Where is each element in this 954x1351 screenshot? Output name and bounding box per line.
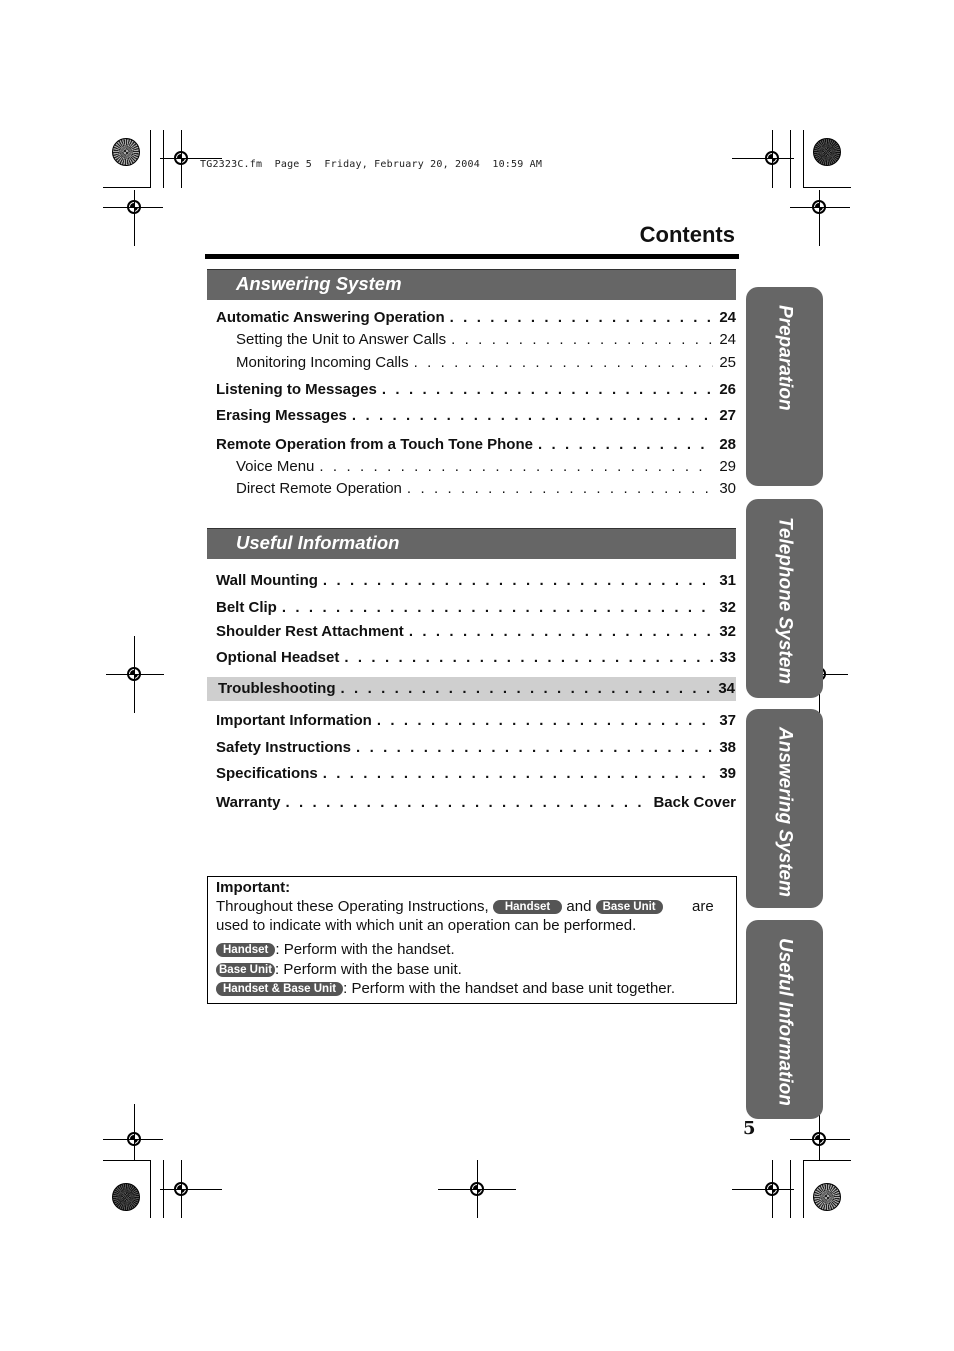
legend-handset-base-text: : Perform with the handset and base unit together. bbox=[343, 980, 675, 997]
handset-badge: Handset bbox=[493, 900, 562, 914]
section-heading-answering-system bbox=[207, 269, 736, 300]
toc-entry-page: 39 bbox=[719, 765, 736, 782]
print-header: TG2323C.fm Page 5 Friday, February 20, 2004 10:59 AM bbox=[200, 159, 543, 170]
dot-leader bbox=[414, 353, 714, 373]
toc-entry-title: Setting the Unit to Answer Calls bbox=[236, 331, 447, 348]
toc-entry-page: 28 bbox=[719, 436, 736, 453]
dot-leader bbox=[285, 793, 647, 813]
toc-entry-page: 30 bbox=[719, 480, 736, 497]
important-are: are bbox=[692, 898, 714, 915]
dot-leader bbox=[409, 622, 714, 642]
dot-leader bbox=[407, 479, 713, 499]
base-unit-badge: Base Unit bbox=[216, 963, 275, 977]
toc-entry[interactable] bbox=[216, 435, 736, 455]
important-intro-line2: used to indicate with which unit an operation can be performed. bbox=[216, 917, 637, 934]
handset-and-base-unit-badge: Handset & Base Unit bbox=[216, 982, 343, 996]
toc-entry[interactable] bbox=[216, 406, 736, 426]
toc-entry-title: Erasing Messages bbox=[216, 407, 347, 424]
handset-badge: Handset bbox=[216, 943, 275, 957]
toc-entry-title: Troubleshooting bbox=[218, 680, 336, 697]
toc-entry-title: Shoulder Rest Attachment bbox=[216, 623, 404, 640]
dot-leader bbox=[352, 406, 713, 426]
base-unit-badge: Base Unit bbox=[596, 900, 663, 914]
legend-base-unit-text: : Perform with the base unit. bbox=[275, 961, 462, 978]
side-tab-label: Answering System bbox=[774, 727, 796, 897]
toc-entry-title: Important Information bbox=[216, 712, 372, 729]
dot-leader bbox=[451, 330, 713, 350]
toc-entry-page: 34 bbox=[718, 680, 735, 697]
toc-entry[interactable] bbox=[216, 622, 736, 642]
toc-entry-title: Specifications bbox=[216, 765, 318, 782]
toc-entry[interactable] bbox=[216, 711, 736, 731]
legend-base-unit bbox=[216, 960, 462, 979]
toc-entry-title: Listening to Messages bbox=[216, 381, 377, 398]
toc-entry[interactable] bbox=[216, 738, 736, 758]
toc-entry[interactable] bbox=[216, 764, 736, 784]
side-tab-label: Telephone System bbox=[774, 517, 796, 685]
toc-entry-title: Belt Clip bbox=[216, 599, 277, 616]
toc-entry-page: 24 bbox=[719, 331, 736, 348]
toc-entry-page: 31 bbox=[719, 572, 736, 589]
toc-entry[interactable] bbox=[236, 479, 736, 499]
important-and: and bbox=[566, 898, 592, 915]
important-heading: Important: bbox=[216, 879, 291, 896]
page-number: 5 bbox=[743, 1118, 756, 1139]
side-tab-useful-information[interactable] bbox=[746, 920, 823, 1119]
side-tab-telephone-system[interactable] bbox=[746, 499, 823, 698]
section-heading-useful-information bbox=[207, 528, 736, 559]
side-tab-label: Useful Information bbox=[774, 938, 796, 1106]
toc-entry-page: 29 bbox=[719, 458, 736, 475]
dot-leader bbox=[319, 457, 713, 477]
dot-leader bbox=[341, 679, 713, 699]
important-intro-text: Throughout these Operating Instructions, bbox=[216, 898, 489, 915]
toc-entry-page: 32 bbox=[719, 599, 736, 616]
dot-leader bbox=[282, 598, 713, 618]
toc-entry-title: Safety Instructions bbox=[216, 739, 352, 756]
toc-entry-page: 37 bbox=[719, 712, 736, 729]
legend-handset-base bbox=[216, 979, 675, 998]
toc-entry-page: 25 bbox=[719, 354, 736, 371]
side-tab-label: Preparation bbox=[774, 305, 796, 411]
section-heading-label: Useful Information bbox=[236, 532, 400, 553]
toc-entry-title: Direct Remote Operation bbox=[236, 480, 402, 497]
toc-entry-page: 24 bbox=[719, 309, 736, 326]
side-tab-answering-system[interactable] bbox=[746, 709, 823, 908]
dot-leader bbox=[377, 711, 713, 731]
dot-leader bbox=[382, 380, 713, 400]
toc-entry[interactable] bbox=[216, 571, 736, 591]
toc-entry-title: Remote Operation from a Touch Tone Phone bbox=[216, 436, 533, 453]
toc-entry-page: 26 bbox=[719, 381, 736, 398]
toc-entry[interactable] bbox=[236, 457, 736, 477]
toc-entry[interactable] bbox=[216, 648, 736, 668]
toc-entry-troubleshooting[interactable] bbox=[218, 679, 735, 699]
toc-entry[interactable] bbox=[216, 793, 736, 813]
dot-leader bbox=[323, 571, 713, 591]
dot-leader bbox=[356, 738, 713, 758]
toc-entry-title: Warranty bbox=[216, 794, 281, 811]
page-title: Contents bbox=[639, 222, 735, 247]
dot-leader bbox=[344, 648, 713, 668]
important-intro bbox=[216, 897, 716, 916]
toc-entry-page: Back Cover bbox=[653, 794, 736, 811]
section-heading-label: Answering System bbox=[236, 273, 402, 294]
toc-entry-title: Monitoring Incoming Calls bbox=[236, 354, 409, 371]
toc-entry[interactable] bbox=[216, 380, 736, 400]
title-rule bbox=[205, 254, 739, 259]
dot-leader bbox=[323, 764, 714, 784]
toc-entry[interactable] bbox=[216, 308, 736, 328]
toc-entry-page: 27 bbox=[719, 407, 736, 424]
legend-handset-text: : Perform with the handset. bbox=[275, 941, 455, 958]
toc-entry[interactable] bbox=[236, 330, 736, 350]
dot-leader bbox=[538, 435, 713, 455]
toc-entry[interactable] bbox=[216, 598, 736, 618]
toc-entry[interactable] bbox=[236, 353, 736, 373]
toc-entry-title: Automatic Answering Operation bbox=[216, 309, 445, 326]
toc-entry-page: 32 bbox=[719, 623, 736, 640]
legend-handset bbox=[216, 940, 455, 959]
side-tab-preparation[interactable] bbox=[746, 287, 823, 486]
dot-leader bbox=[450, 308, 714, 328]
toc-entry-page: 38 bbox=[719, 739, 736, 756]
toc-entry-page: 33 bbox=[719, 649, 736, 666]
toc-entry-title: Wall Mounting bbox=[216, 572, 318, 589]
toc-entry-title: Voice Menu bbox=[236, 458, 315, 475]
toc-entry-title: Optional Headset bbox=[216, 649, 340, 666]
